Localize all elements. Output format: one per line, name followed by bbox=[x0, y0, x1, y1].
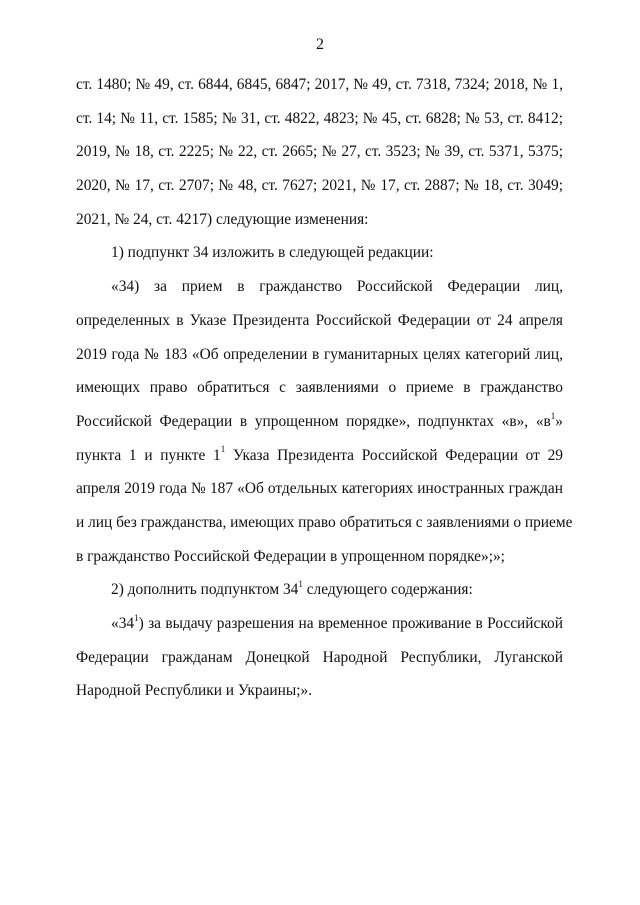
superscript: 1 bbox=[220, 444, 226, 455]
list-item-2 bbox=[76, 573, 563, 607]
text-line: 2021, № 24, ст. 4217) следующие изменения: bbox=[76, 210, 369, 228]
text-line: 2019, № 18, ст. 2225; № 22, ст. 2665; № 27, ст. 3523; № 39, ст. 5371, 5375; bbox=[76, 143, 563, 161]
text-line: «34) за прием в гражданство Российской Федерации лиц, bbox=[111, 278, 563, 296]
page-number: 2 bbox=[316, 36, 324, 53]
superscript: 1 bbox=[550, 410, 556, 421]
text-line bbox=[76, 405, 563, 439]
text-line: Народной Республики и Украины;». bbox=[76, 682, 313, 700]
text-segment: «34 bbox=[111, 615, 135, 632]
text-segment: следующего содержания: bbox=[306, 581, 473, 599]
text-line: апреля 2019 года № 187 «Об отдельных категориях иностранных граждан bbox=[76, 480, 563, 498]
text-line bbox=[76, 607, 563, 641]
text-line: и лиц без гражданства, имеющих право обратиться с заявлениями о приеме bbox=[76, 513, 573, 531]
text-line bbox=[76, 439, 563, 473]
text-segment: » bbox=[555, 412, 563, 430]
text-segment: 2) дополнить подпунктом 34 bbox=[111, 581, 299, 599]
text-line: ст. 1480; № 49, ст. 6844, 6845, 6847; 2017, № 49, ст. 7318, 7324; 2018, № 1, bbox=[76, 76, 563, 93]
text-line: Федерации гражданам Донецкой Народной Республики, Луганской bbox=[76, 648, 563, 666]
text-segment: ) за выдачу разрешения на временное проживание в Российской bbox=[138, 615, 563, 632]
superscript: 1 bbox=[298, 579, 303, 590]
text-line: в гражданство Российской Федерации в упрощенном порядке»;»; bbox=[76, 547, 505, 565]
text-segment: Указа Президента Российской Федерации от 29 bbox=[232, 446, 563, 464]
text-line: 2020, № 17, ст. 2707; № 48, ст. 7627; 2021, № 17, ст. 2887; № 18, ст. 3049; bbox=[76, 177, 563, 195]
text-segment: Российской Федерации в упрощенном порядке», подпунктах «в», «в bbox=[76, 412, 551, 430]
superscript: 1 bbox=[134, 612, 139, 623]
text-line: имеющих право обратиться с заявлениями о приеме в гражданство bbox=[76, 379, 563, 397]
text-line: ст. 14; № 11, ст. 1585; № 31, ст. 4822, 4823; № 45, ст. 6828; № 53, ст. 8412; bbox=[76, 109, 563, 127]
list-item-1: 1) подпункт 34 изложить в следующей редакции: bbox=[111, 244, 434, 262]
text-line: определенных в Указе Президента Российской Федерации от 24 апреля bbox=[76, 311, 563, 329]
text-line: 2019 года № 183 «Об определении в гуманитарных целях категорий лиц, bbox=[76, 345, 563, 363]
document-body bbox=[76, 68, 573, 708]
text-segment: пункта 1 и пункте 1 bbox=[76, 446, 221, 464]
